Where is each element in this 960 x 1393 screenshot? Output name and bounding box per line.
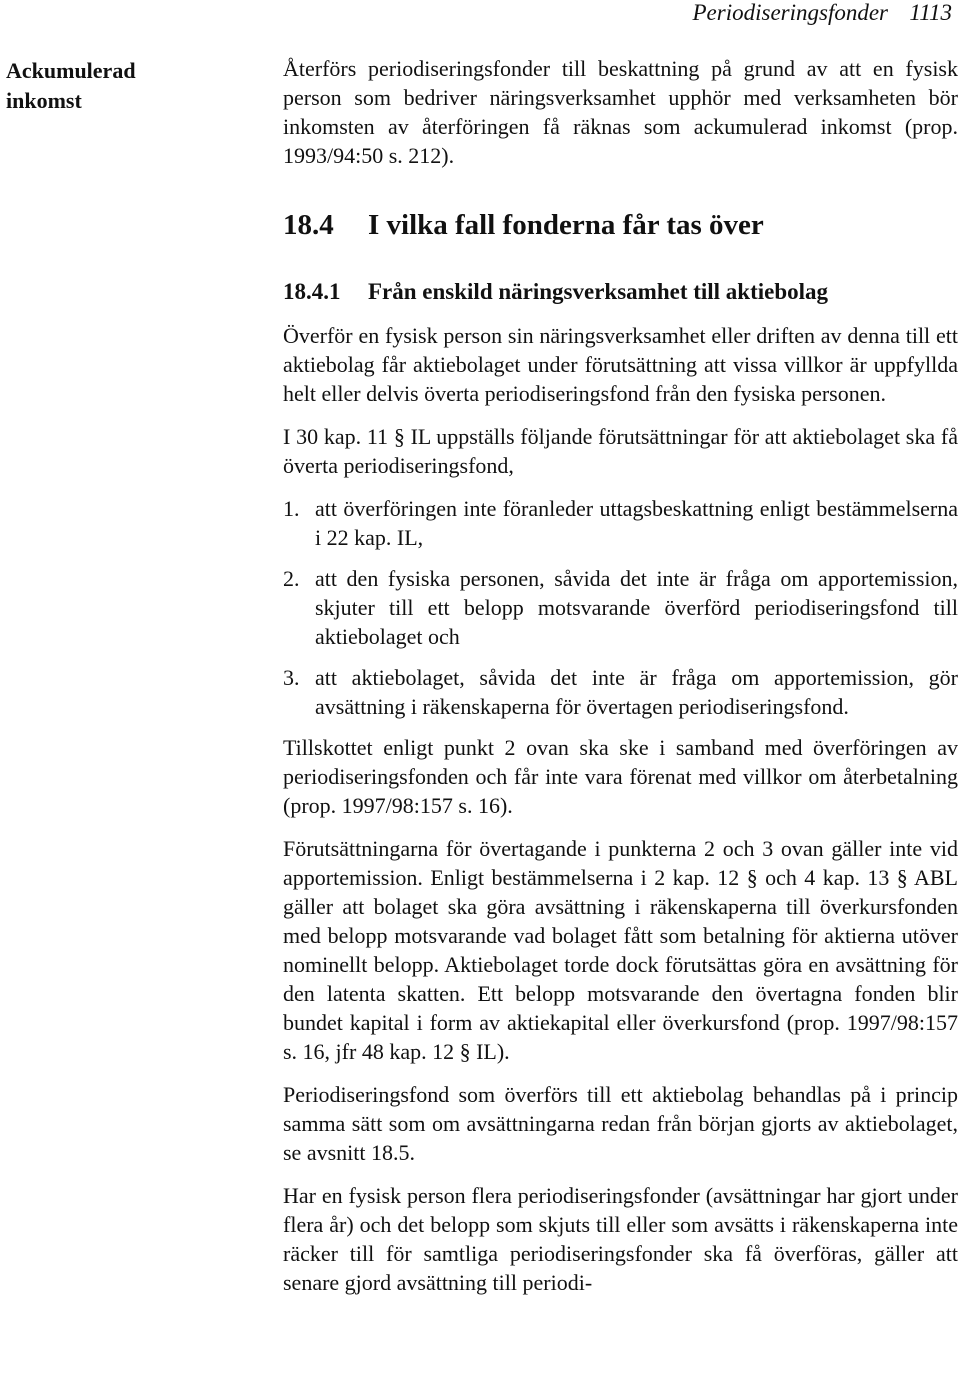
running-title: Periodiseringsfonder	[692, 0, 888, 25]
conditions-list	[283, 494, 958, 721]
main-text	[283, 54, 958, 1311]
section-title: I vilka fall fonderna får tas över	[368, 209, 764, 241]
subsection-number: 18.4.1	[283, 279, 341, 304]
list-item-text: att aktiebolaget, såvida det inte är fråga om apportemission, gör avsättning i räkenskaperna för övertagen periodiseringsfond.	[315, 665, 958, 719]
list-item	[283, 564, 958, 651]
list-item	[283, 494, 958, 552]
margin-note	[6, 56, 196, 116]
paragraph: Har en fysisk person flera periodiseringsfonder (avsättningar har gjort under flera år) och det belopp som skjuts till eller som avsätts i räkenskaperna inte räcker till för samtliga periodiseringsfonder ska få överföras, gäller att senare gjord avsättning till periodi-	[283, 1183, 958, 1295]
paragraph: Tillskottet enligt punkt 2 ovan ska ske i samband med överföringen av periodiseringsfonden och får inte vara förenat med villkor om återbetalning (prop. 1997/98:157 s. 16).	[283, 735, 958, 818]
list-marker: 1.	[283, 496, 300, 521]
list-marker: 2.	[283, 566, 300, 591]
list-item	[283, 663, 958, 721]
list-item-text: att överföringen inte föranleder uttagsbeskattning enligt bestämmelserna i 22 kap. IL,	[315, 496, 958, 550]
page-number: 1113	[909, 0, 952, 25]
section-heading	[283, 207, 958, 243]
page-header	[0, 0, 960, 28]
subsection-title: Från enskild näringsverksamhet till aktiebolag	[368, 279, 829, 304]
margin-note-line: inkomst	[6, 88, 82, 113]
margin-note-line: Ackumulerad	[6, 58, 136, 83]
paragraph: Förutsättningarna för övertagande i punkterna 2 och 3 ovan gäller inte vid apportemission. Enligt bestämmelserna i 2 kap. 12 § och 4 kap. 13 § ABL gäller att bolaget ska göra avsättning i räkenskaperna till överkursfonden med belopp motsvarande vad bolaget fått som betalning för aktierna utöver nominellt belopp. Aktiebolaget torde dock förutsättas göra en avsättning för den latenta skatten. Ett belopp motsvarande den övertagna fonden blir bundet kapital i form av aktiekapital eller överkursfond (prop. 1997/98:157 s. 16, jfr 48 kap. 12 § IL).	[283, 836, 958, 1064]
paragraph: Periodiseringsfond som överförs till ett aktiebolag behandlas på i princip samma sätt som om avsättningarna redan från början gjorts av aktiebolaget, se avsnitt 18.5.	[283, 1082, 958, 1165]
subsection-heading	[283, 277, 958, 307]
list-marker: 3.	[283, 665, 300, 690]
paragraph: Överför en fysisk person sin näringsverksamhet eller driften av denna till ett aktiebolag får aktiebolaget under förutsättning att vissa villkor är uppfyllda helt eller delvis överta periodiseringsfond från den fysiska personen.	[283, 323, 958, 406]
list-item-text: att den fysiska personen, såvida det inte är fråga om apportemission, skjuter till ett belopp motsvarande överförd periodiseringsfond till aktiebolaget och	[315, 566, 958, 649]
paragraph: I 30 kap. 11 § IL uppställs följande förutsättningar för att aktiebolaget ska få överta periodiseringsfond,	[283, 424, 958, 478]
section-number: 18.4	[283, 209, 334, 241]
intro-paragraph: Återförs periodiseringsfonder till beskattning på grund av att en fysisk person som bedriver näringsverksamhet upphör med verksamheten bör inkomsten av återföringen få räknas som ackumulerad inkomst (prop. 1993/94:50 s. 212).	[283, 56, 958, 168]
